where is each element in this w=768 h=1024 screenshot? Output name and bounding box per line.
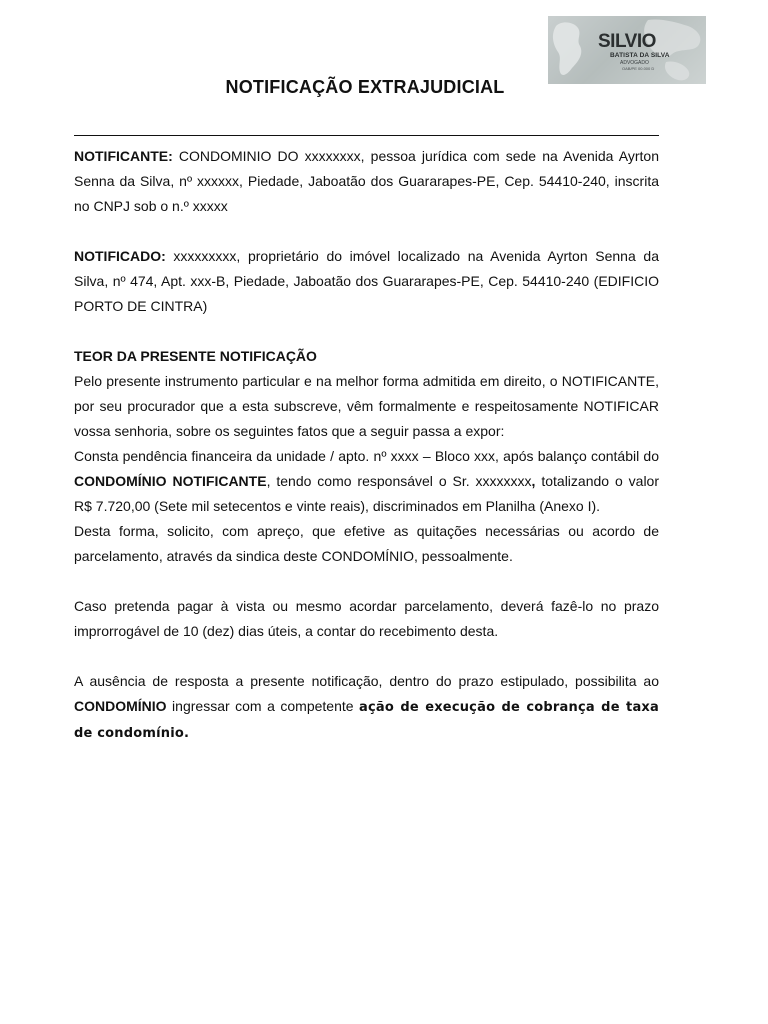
logo-surname: BATISTA DA SILVA [610,52,670,59]
notificante-paragraph [74,144,659,219]
notificante-label: NOTIFICANTE: [74,148,173,164]
logo-profession: ADVOGADO [620,60,649,66]
document-body [74,144,659,746]
notificado-paragraph [74,244,659,319]
title-divider [74,135,659,136]
p2-bold: CONDOMÍNIO NOTIFICANTE [74,473,267,489]
p5-text-b: ingressar com a competente [166,698,360,714]
p2-comma: , [531,473,536,489]
p5-bold: CONDOMÍNIO [74,698,167,714]
notificado-text: xxxxxxxxx, proprietário do imóvel localizado na Avenida Ayrton Senna da Silva, nº 474, Apt. xxx-B, Piedade, Jaboatão dos Guararapes-PE, Cep. 54410-240 (EDIFICIO PORTO DE CINTRA) [74,248,659,314]
notificante-text: CONDOMINIO DO xxxxxxxx, pessoa jurídica com sede na Avenida Ayrton Senna da Silva, nº xxxxxx, Piedade, Jaboatão dos Guararapes-PE, Cep. 54410-240, inscrita no CNPJ sob o n.º xxxxx [74,148,659,214]
p2-text-c: totalizando o valor R$ 7.720,00 (Sete mil setecentos e vinte reais), discriminados em Planilha (Anexo I). [74,473,659,514]
logo-oab: OAB/PE 00.000 D [622,66,655,71]
teor-paragraph-4: Caso pretenda pagar à vista ou mesmo acordar parcelamento, deverá fazê-lo no prazo improrrogável de 10 (dez) dias úteis, a contar do recebimento desta. [74,598,659,639]
law-firm-logo [548,16,706,84]
teor-paragraph-3: Desta forma, solicito, com apreço, que efetive as quitações necessárias ou acordo de parcelamento, através da sindica deste CONDOMÍNIO, pessoalmente. [74,523,659,564]
notificado-label: NOTIFICADO: [74,248,166,264]
p2-text-a: Consta pendência financeira da unidade / apto. nº xxxx – Bloco xxx, após balanço contábil do [74,448,659,464]
teor-paragraph-2 [74,444,659,519]
p5-text-a: A ausência de resposta a presente notificação, dentro do prazo estipulado, possibilita ao [74,673,659,689]
logo-name: SILVIO [598,31,656,52]
p5-bold-2: ação de execução de cobrança de taxa de condomínio. [74,700,659,741]
teor-paragraph-1: Pelo presente instrumento particular e na melhor forma admitida em direito, o NOTIFICANTE, por seu procurador que a esta subscreve, vêm formalmente e respeitosamente NOTIFICAR vossa senhoria, sobre os seguintes fatos que a seguir passa a expor: [74,373,659,439]
document-title: NOTIFICAÇÃO EXTRAJUDICIAL [225,77,505,97]
teor-heading [74,344,659,369]
teor-paragraph-5 [74,669,659,746]
p2-text-b: , tendo como responsável o Sr. xxxxxxxx [266,473,532,489]
teor-heading-text: TEOR DA PRESENTE NOTIFICAÇÃO [74,348,317,364]
